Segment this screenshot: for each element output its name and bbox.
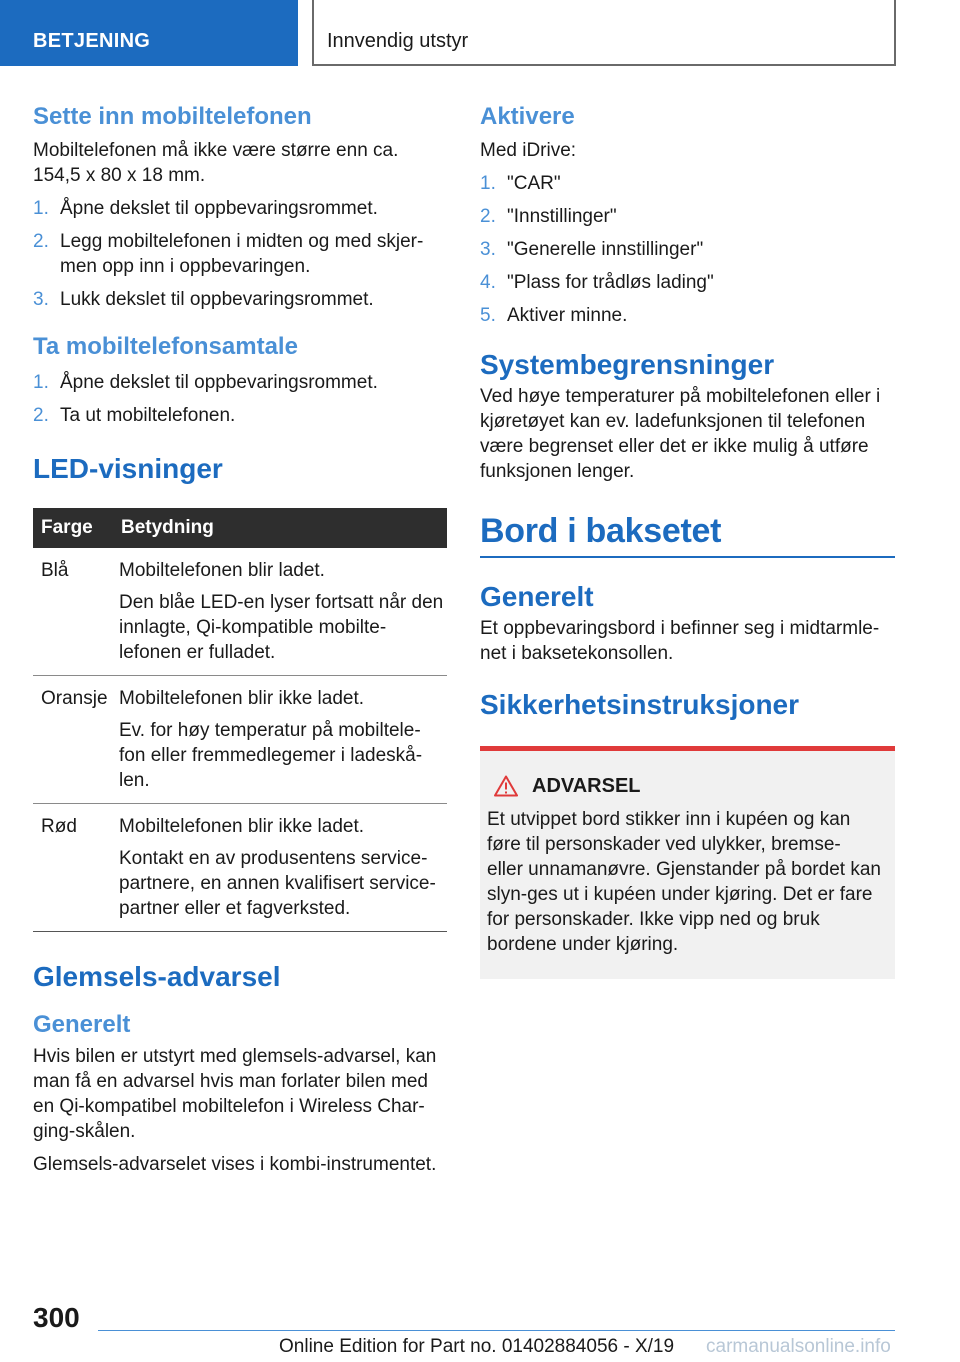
list-item: 2. Legg mobiltelefonen i midten og med skjer-men opp inn i oppbevaringen.: [33, 231, 424, 277]
left-column: [33, 102, 447, 1177]
forget-heading: Glemsels-advarsel: [33, 961, 281, 992]
warning-box: [480, 746, 895, 979]
table-cell-meaning: Mobiltelefonen blir ikke ladet. Ev. for høy temperatur på mobiltele-fon eller fremmedlegemer i ladeskå-len.: [119, 676, 447, 804]
table-paragraph: Et oppbevaringsbord i befinner seg i midtarmle-net i baksetekonsollen.: [480, 618, 880, 664]
warning-title: ADVARSEL: [494, 773, 881, 799]
list-item: 2. Ta ut mobiltelefonen.: [33, 405, 236, 426]
chapter-label: Innvendig utstyr: [327, 30, 469, 52]
forget-subheading: Generelt: [33, 1011, 131, 1038]
list-item: 5. Aktiver minne.: [480, 305, 628, 326]
watermark: carmanualsonline.info: [706, 1336, 891, 1357]
limits-heading: Systembegrensninger: [480, 349, 775, 380]
led-table: [33, 508, 447, 932]
table-cell-color: Rød: [33, 804, 119, 932]
chapter-tab: [312, 0, 896, 66]
table-cell-meaning: Mobiltelefonen blir ladet. Den blåe LED-en lyser fortsatt når den innlagte, Qi-kompatible mobilte-lefonen er fulladet.: [119, 548, 447, 676]
right-column: [480, 102, 895, 979]
list-item: 4. "Plass for trådløs lading": [480, 272, 714, 293]
insert-heading: Sette inn mobiltelefonen: [33, 103, 312, 130]
list-item: 1. Åpne dekslet til oppbevaringsrommet.: [33, 198, 378, 219]
table-cell-color: Blå: [33, 548, 119, 676]
insert-intro: Mobiltelefonen må ikke være større enn ca. 154,5 x 80 x 18 mm.: [33, 140, 399, 186]
table-heading: Bord i baksetet: [480, 512, 722, 550]
page-number: 300: [33, 1302, 80, 1333]
take-steps: [33, 370, 447, 428]
table-row: [33, 548, 447, 676]
activate-intro: Med iDrive:: [480, 140, 577, 161]
led-heading: LED-visninger: [33, 453, 223, 484]
list-item: 1. "CAR": [480, 173, 561, 194]
footer-edition: Online Edition for Part no. 01402884056 - X/19: [279, 1336, 675, 1357]
insert-steps: [33, 196, 447, 312]
table-header-meaning: Betydning: [119, 508, 447, 548]
table-subheading: Generelt: [480, 581, 594, 612]
limits-paragraph: Ved høye temperaturer på mobiltelefonen eller i kjøretøyet kan ev. ladefunksjonen til telefonen være begrenset eller det er ikke mulig å utføre funksjonen lenger.: [480, 386, 881, 482]
list-item: 1. Åpne dekslet til oppbevaringsrommet.: [33, 372, 378, 393]
heading-underline: [480, 556, 895, 558]
list-item: 2. "Innstillinger": [480, 206, 617, 227]
table-row: [33, 676, 447, 804]
take-heading: Ta mobiltelefonsamtale: [33, 333, 298, 360]
table-cell-meaning: Mobiltelefonen blir ikke ladet. Kontakt en av produsentens service-partnere, en annen kvalifisert service-partner eller et fagverksted.: [119, 804, 447, 932]
forget-paragraph-2: Glemsels-advarselet vises i kombi-instrumentet.: [33, 1154, 437, 1175]
section-label: BETJENING: [33, 30, 151, 52]
activate-steps: [480, 171, 895, 328]
list-item: 3. Lukk dekslet til oppbevaringsrommet.: [33, 289, 374, 310]
table-header-color: Farge: [33, 508, 119, 548]
warning-triangle-icon: [494, 775, 518, 797]
forget-paragraph-1: Hvis bilen er utstyrt med glemsels-advarsel, kan man få en advarsel hvis man forlater bilen med en Qi-kompatibel mobiltelefon i Wireless Char-ging-skålen.: [33, 1046, 437, 1142]
warning-text: Et utvippet bord stikker inn i kupéen og kan føre til personskader ved ulykker, bremse- eller unnamanøvre. Gjenstander på bordet kan slyn-ges ut i kupéen under kjøring. Det er fare for personskader. Ikke vipp ned og bruk bordene under kjøring.: [487, 809, 881, 955]
section-tab: [0, 0, 298, 66]
activate-heading: Aktivere: [480, 103, 575, 130]
table-cell-color: Oransje: [33, 676, 119, 804]
table-row: [33, 804, 447, 932]
list-item: 3. "Generelle innstillinger": [480, 239, 704, 260]
footer-rule: [98, 1330, 895, 1331]
safety-heading: Sikkerhetsinstruksjoner: [480, 689, 800, 720]
table-header-row: [33, 508, 447, 548]
